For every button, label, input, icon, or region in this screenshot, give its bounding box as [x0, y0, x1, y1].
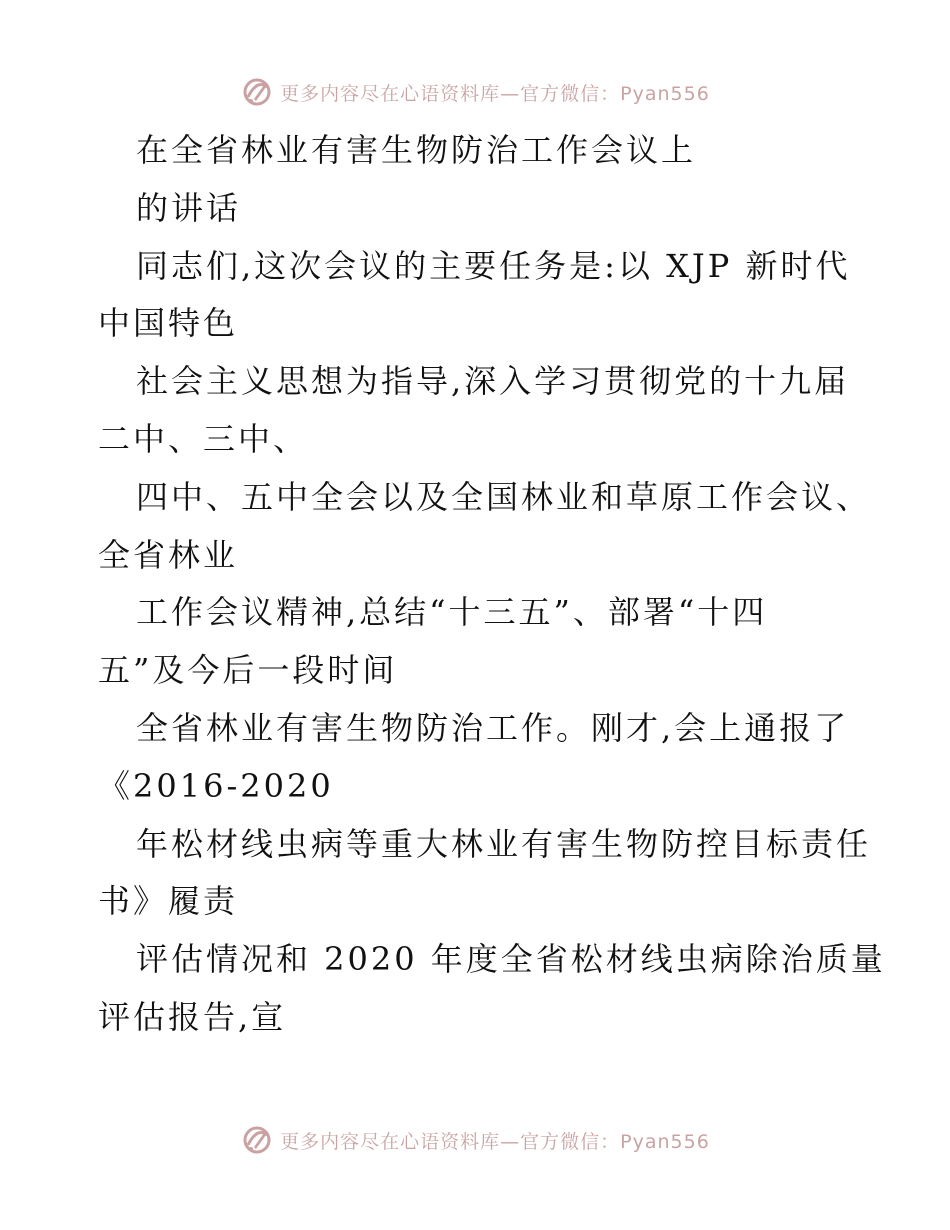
text-line: 同志们,这次会议的主要任务是:以 XJP 新时代: [136, 246, 851, 285]
text-line: 的讲话: [136, 188, 242, 227]
swirl-pen-logo-icon: [240, 1123, 274, 1157]
text-line: 书》履责: [98, 882, 239, 921]
text-line: 全省林业有害生物防治工作。刚才,会上通报了: [136, 708, 850, 747]
footer-watermark: [0, 1120, 950, 1160]
text-line: 四中、五中全会以及全国林业和草原工作会议、: [136, 477, 872, 516]
swirl-pen-logo-icon: [240, 75, 274, 109]
text-line: 全省林业: [98, 535, 239, 574]
document-body: [98, 122, 886, 1047]
text-line: 在全省林业有害生物防治工作会议上: [136, 131, 697, 169]
text-line: 评估报告,宣: [98, 997, 287, 1036]
watermark-text: 更多内容尽在心语资料库—官方微信：Pyan556: [280, 82, 710, 105]
text-line: 年松材线虫病等重大林业有害生物防控目标责任: [136, 824, 872, 863]
text-line: 五”及今后一段时间: [98, 651, 398, 690]
text-line: 社会主义思想为指导,深入学习贯彻党的十九届: [136, 362, 850, 401]
text-line: 《2016-2020: [98, 766, 334, 805]
header-watermark: [0, 72, 950, 112]
text-line: 中国特色: [98, 304, 239, 343]
text-line: 二中、三中、: [98, 419, 309, 458]
text-line: 评估情况和 2020 年度全省松材线虫病除治质量: [136, 940, 886, 979]
watermark-text: 更多内容尽在心语资料库—官方微信：Pyan556: [280, 1130, 710, 1153]
text-line: 工作会议精神,总结“十三五”、部署“十四: [136, 593, 768, 632]
